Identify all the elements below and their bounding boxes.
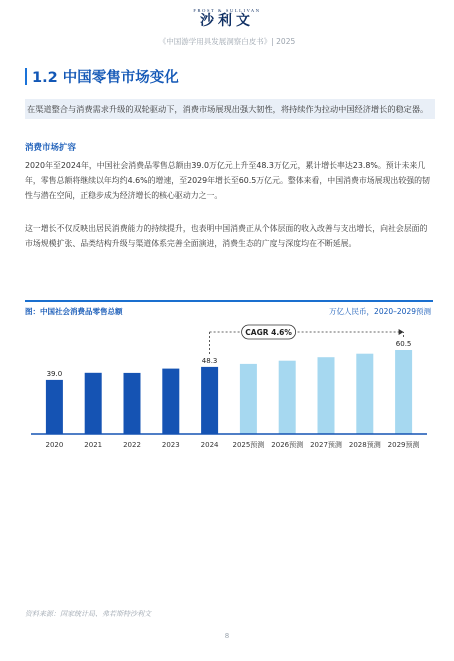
source-note: 资料来源：国家统计局、弗若斯特沙利文 — [25, 610, 151, 618]
data-label-2020: 39.0 — [46, 369, 63, 378]
section-accent-bar — [25, 68, 27, 85]
tick-label-2026预测: 2026预测 — [271, 441, 304, 449]
data-label-2029预测: 60.5 — [395, 340, 412, 348]
bar-2026预测 — [279, 361, 296, 434]
tick-label-2021: 2021 — [84, 441, 103, 449]
cagr-label: CAGR 4.6% — [245, 328, 292, 337]
intro-highlight: 在渠道整合与消费需求升级的双轮驱动下，消费市场展现出强大韧性，将持续作为拉动中国经济增长的稳定器。 — [25, 99, 435, 119]
brand-logo — [0, 8, 454, 29]
tick-label-2023: 2023 — [161, 441, 180, 449]
section-heading — [25, 66, 179, 87]
figure-rule — [25, 300, 433, 302]
brand-name: 沙利文 — [200, 13, 254, 29]
document-title: 《中国游学用具发展洞察白皮书》| 2025 — [158, 37, 296, 46]
tick-label-2025预测: 2025预测 — [232, 441, 265, 449]
tick-label-2022: 2022 — [123, 441, 141, 449]
tick-label-2027预测: 2027预测 — [310, 441, 342, 449]
bar-2028预测 — [356, 354, 373, 434]
cagr-arrowhead — [399, 329, 404, 335]
paragraph-trend: 这一增长不仅反映出居民消费能力的持续提升，也表明中国消费正从个体层面的收入改善与支出增长，向社会层面的市场规模扩张、品类结构升级与渠道体系完善全面演进，消费生态的广度与深度均在不断延展。 — [25, 224, 428, 248]
tick-label-2020: 2020 — [45, 441, 64, 449]
tick-label-2028预测: 2028预测 — [348, 441, 381, 449]
tick-label-2029预测: 2029预测 — [387, 441, 420, 449]
bar-2025预测 — [240, 364, 257, 434]
bar-2022 — [124, 373, 141, 434]
page-number: 8 — [224, 632, 230, 640]
paragraph-growth: 2020年至2024年，中国社会消费品零售总额由39.0万亿元上升至48.3万亿元，累计增长率达23.8%。预计未来几年，零售总额将继续以年均约4.6%的增速，至2029年增长至60.5万亿元。整体来看，中国消费市场展现出较强的韧性与潜在空间，正稳步成为经济增长的核心驱动力之一。 — [25, 161, 430, 200]
figure-title: 图：中国社会消费品零售总额 — [25, 307, 123, 316]
brand-top-line: FROST & SULLIVAN — [193, 8, 261, 13]
section-title: 1.2 中国零售市场变化 — [32, 70, 179, 86]
bar-2021 — [85, 373, 102, 434]
tick-label-2024: 2024 — [200, 441, 219, 449]
retail-sales-chart — [25, 318, 433, 458]
figure-unit: 万亿人民币，2020–2029预测 — [329, 307, 431, 316]
bar-2024 — [201, 367, 218, 434]
bar-2027预测 — [318, 357, 335, 434]
bar-2023 — [162, 369, 179, 434]
subheading: 消费市场扩容 — [25, 143, 77, 153]
bar-2020 — [46, 380, 63, 434]
data-label-2024: 48.3 — [201, 356, 218, 365]
bar-2029预测 — [395, 350, 412, 434]
